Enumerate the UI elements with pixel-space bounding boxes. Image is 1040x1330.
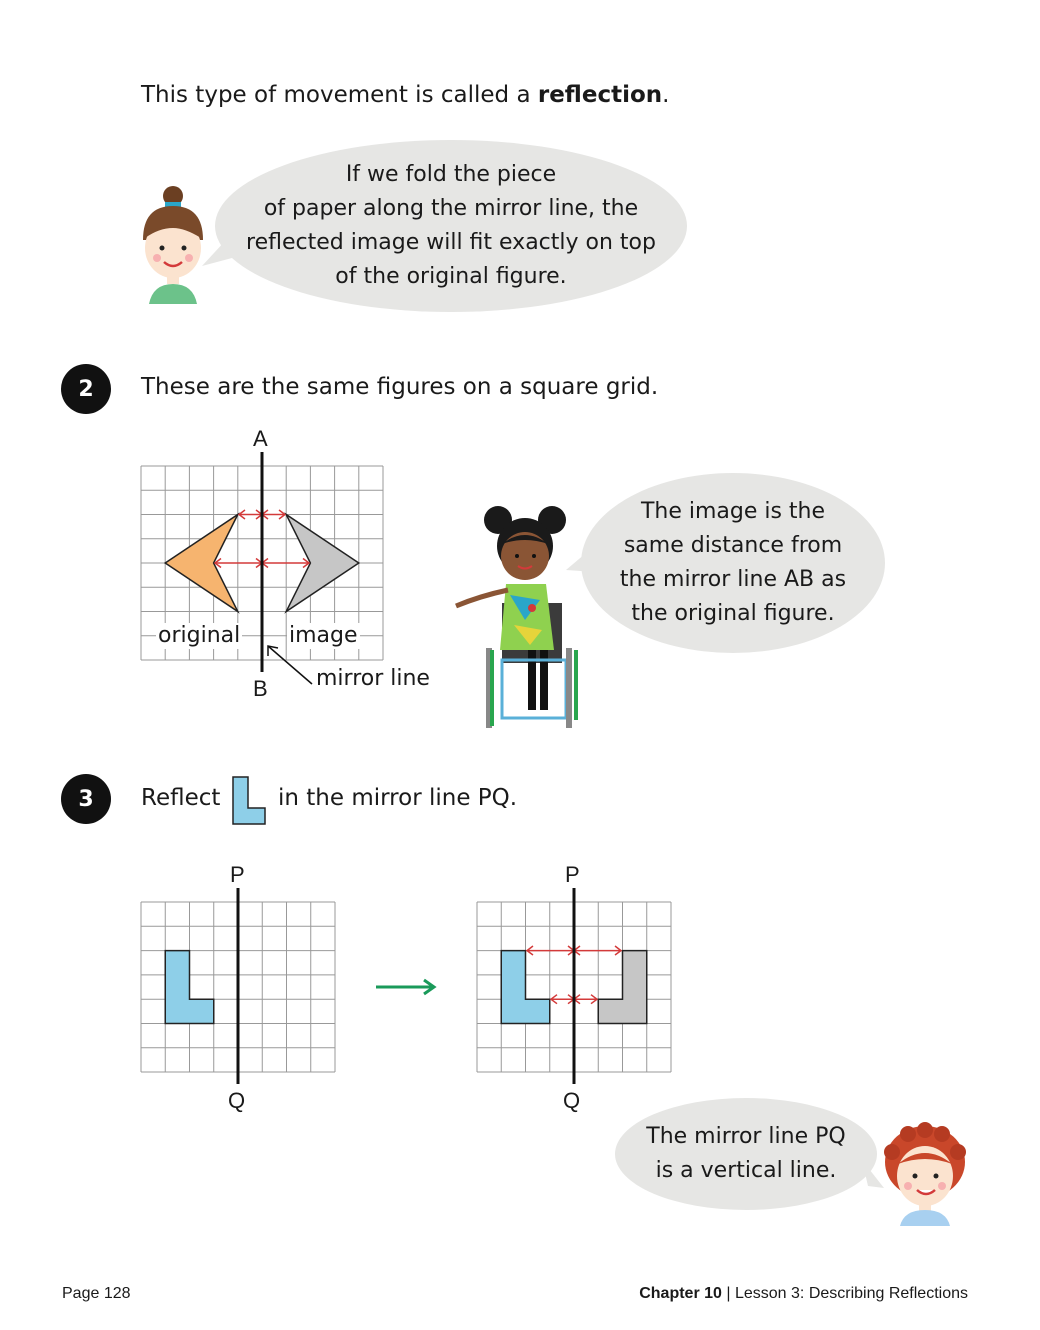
intro-text: [141, 82, 669, 108]
arrow-right-icon: [376, 978, 438, 998]
mirror-line-pointer: [260, 640, 320, 690]
speech-bubble-1-tail: [196, 240, 236, 280]
chapter-footer: [639, 1285, 968, 1303]
speech-bubble-3: [615, 1098, 877, 1210]
boy-avatar-icon: [880, 1122, 970, 1227]
question-3-text-before: Reflect: [141, 785, 221, 811]
speech-bubble-2-text: The image is the same distance from the mirror line AB as the original figure.: [619, 499, 847, 626]
speech-bubble-1-text: If we fold the piece of paper along the mirror line, the reflected image will fit exactly on top of the original figure.: [246, 162, 656, 289]
image-label: image: [289, 623, 358, 648]
mirror-line-pq-right: [477, 888, 673, 1088]
speech-bubble-3-text: The mirror line PQ is a vertical line.: [646, 1124, 846, 1183]
mirror-label-p-right: P: [565, 862, 580, 887]
page-number: Page 128: [62, 1285, 131, 1302]
question-number-3: 3: [61, 774, 111, 824]
question-2-text: These are the same figures on a square grid.: [141, 374, 659, 400]
mirror-line-label: mirror line: [316, 666, 430, 691]
mirror-label-b: B: [253, 676, 268, 701]
question-number-2: 2: [61, 364, 111, 414]
speech-bubble-2: [581, 473, 885, 653]
wheelchair-girl-icon: [450, 500, 585, 730]
mirror-line-pq-left: [141, 888, 337, 1088]
intro-text-after: .: [662, 82, 670, 108]
chapter-label: Chapter 10: [639, 1285, 722, 1302]
mirror-label-q-right: Q: [563, 1088, 581, 1113]
lesson-label: Lesson 3: Describing Reflections: [734, 1285, 968, 1302]
mirror-label-a: A: [253, 426, 268, 451]
mirror-label-q-left: Q: [228, 1088, 246, 1113]
original-label: original: [158, 623, 241, 648]
footer-separator: |: [726, 1285, 731, 1302]
mirror-label-p-left: P: [230, 862, 245, 887]
question-3-text-after: in the mirror line PQ.: [278, 785, 518, 811]
speech-bubble-1: [215, 140, 687, 312]
speech-bubble-2-tail: [562, 548, 602, 588]
l-shape-icon: [232, 776, 268, 826]
intro-text-before: This type of movement is called a: [141, 82, 538, 108]
intro-bold: reflection: [537, 82, 663, 108]
